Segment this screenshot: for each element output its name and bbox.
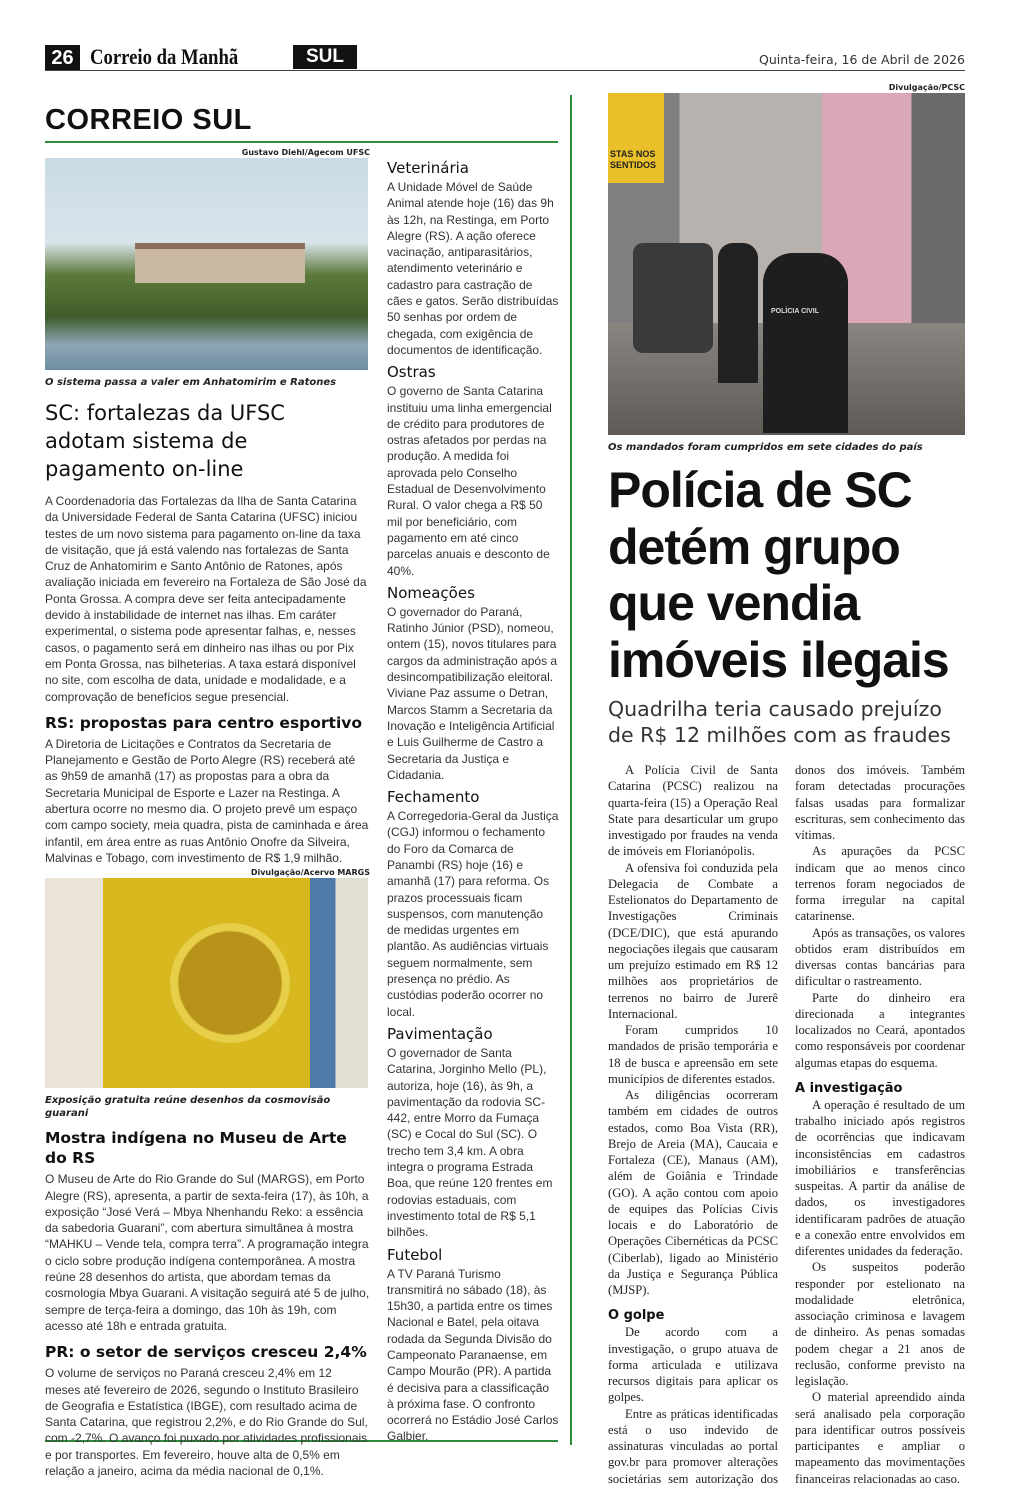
photo-credit: Divulgação/PCSC — [888, 83, 965, 92]
fortress-building — [135, 243, 305, 283]
kicker-rule — [45, 141, 558, 143]
column-divider — [570, 95, 572, 1445]
photo-caption: Exposição gratuita reúne desenhos da cosmovisão guarani — [45, 1095, 331, 1120]
note-body: O governador do Paraná, Ratinho Júnior (PSD), nomeou, ontem (15), novos titulares para cargos da administração após a desincompatibilização eleitoral. Viviane Paz assume o Detran, Marcos Stamm a Secretaria da Inovação e Inteligência Artificial e Luis Guilherme de Castro a Secretaria da Justiça e Cidadania. — [387, 604, 558, 782]
issue-date: Quinta-feira, 16 de Abril de 2026 — [759, 52, 965, 67]
article-body: A Coordenadoria das Fortalezas da Ilha de Santa Catarina da Universidade Federal de Santa Catarina (UFSC) iniciou testes de um novo sistema para pagamento on-line da taxa de visitação, que já está valendo nas fortalezas de Santa Cruz de Anhatomirim e Santo Antônio de Ratones, após avaliação iniciada em fevereiro na Fortaleza de São José da Ponta Grossa. A compra deve ser feita antecipadamente devido à instabilidade de internet nas ilhas. Em caráter experimental, o sistema pode apresentar falhas, e, nesses casos, o pagamento será em dinheiro nas ilhas ou por Pix em Ponta Grossa, nas bilheterias. A taxa estará disponível no site, com escolha de data, unidade e modalidade, e a comprovação de benefícios segue presencial. — [45, 494, 367, 704]
paragraph: A Polícia Civil de Santa Catarina (PCSC) realizou na quarta-feira (15) a Operação Real State para desarticular um grupo investigado por fraudes na venda de imóveis em Florianópolis. — [608, 763, 778, 859]
note-body: O governador de Santa Catarina, Jorginho Mello (PL), autoriza, hoje (16), às 9h, a pavimentação da rodovia SC-442, entre Morro da Fumaça (SC) e Cocal do Sul (SC). O trecho tem 3,4 km. A obra integra o programa Estrada Boa, que reúne 120 frentes em rodovias estaduais, com investimento total de R$ 5,1 bilhões. — [387, 1045, 553, 1240]
paragraph: Os suspeitos poderão responder por estelionato na modalidade eletrônica, associação criminosa e lavagem de dinheiro. As penas somadas podem chegar a 21 anos de reclusão, conforme previsto na legislação. — [795, 1260, 965, 1388]
header-rule — [45, 70, 965, 71]
paragraph: O material apreendido ainda será analisado pela corporação para identificar outros possíveis participantes e ampliar o mapeamento das movimentações financeiras relacionadas ao caso. — [795, 1390, 965, 1486]
lead-headline: Polícia de SC detém grupo que vendia imóveis ilegais — [608, 462, 949, 688]
officer — [718, 243, 758, 383]
masthead-logo: Correio da Manhã — [90, 44, 239, 69]
note-body: A TV Paraná Turismo transmitirá no sábado (18), às 15h30, a partida entre os times Nacional e Batel, pela oitava rodada da Segunda Divisão do Campeonato Paranaense, em Campo Mourão (PR). A partida é decisiva para a classificação à próxima fase. O confronto ocorrerá no Estádio José Carlos Galbier. — [387, 1266, 559, 1444]
note-title: Futebol — [387, 1245, 443, 1264]
article-title: Mostra indígena no Museu de Arte do RS — [45, 1129, 347, 1168]
note-body: O governo de Santa Catarina instituiu uma linha emergencial de crédito para produtores de ostras afetados por perdas na produção. A medida foi aprovada pelo Conselho Estadual de Desenvolvimento Rural. O valor chega a R$ 50 mil por beneficiário, com pagamento em até cinco parcelas anuais e desconto de 40%. — [387, 384, 552, 578]
notes-column — [387, 154, 559, 1449]
subheading: O golpe — [608, 1308, 665, 1324]
paragraph: Parte do dinheiro era direcionada a integrantes localizados no Ceará, apontados como responsáveis por coordenar algumas etapas do esquema. — [795, 990, 965, 1070]
page-number: 26 — [45, 45, 80, 71]
article-body: O Museu de Arte do Rio Grande do Sul (MARGS), em Porto Alegre (RS), apresenta, a partir de sexta-feira (17), às 10h, a exposição “José Verá – Mbya Nhenhandu Reko: a essência da sabedoria Guarani”, com abertura simultânea à mostra “MAHKU – Vende tela, compra terra”. A programação integra o ciclo sobre produção indígena contemporânea. A mostra reúne 28 desenhos do artista, que abordam temas da cosmologia Mbya Guarani. A visitação seguirá até 5 de julho, sempre de terça-feira a domingo, das 10h às 19h, com acesso até 18h e entrada gratuita. — [45, 1172, 370, 1333]
note-title: Ostras — [387, 363, 436, 382]
article-title: PR: o setor de serviços cresceu 2,4% — [45, 1343, 367, 1362]
note-body: A Unidade Móvel de Saúde Animal atende hoje (16) das 9h às 12h, na Restinga, em Porto Alegre (RS). A ação oferece vacinação, antiparasitários, atendimento veterinário e cadastro para castração de cães e gatos. Serão distribuídas 50 senhas por ordem de chegada, com exigência de documentos de identificação. — [387, 180, 559, 357]
photo-caption: Os mandados foram cumpridos em sete cidades do país — [608, 442, 923, 453]
subheading: A investigação — [795, 1080, 903, 1096]
left-column — [45, 147, 370, 1479]
lead-story — [608, 82, 973, 1487]
section-label: SUL — [293, 45, 357, 69]
artwork-photo — [45, 878, 368, 1088]
article-body: O volume de serviços no Paraná cresceu 2,4% em 12 meses até fevereiro de 2026, segundo o Instituto Brasileiro de Geografia e Estatística (IBGE), com resultado acima de Santa Catarina, que registrou 2,2%, e do Rio Grande do Sul, com -2,7%. O avanço foi puxado por atividades profissionais e por transportes. Em fevereiro, houve alta de 0,5% em relação a janeiro, acima da média nacional de 0,1%. — [45, 1366, 368, 1478]
fortress-photo — [45, 158, 368, 370]
note-body: A Corregedoria-Geral da Justiça (CGJ) informou o fechamento do Foro da Comarca de Panambi (RS) hoje (16) e amanhã (17) para reforma. Os prazos processuais ficam suspensos, com manutenção de medidas urgentes em plantão. As audiências virtuais seguem normalmente, sem presença no prédio. As custódias poderão ocorrer no local. — [387, 809, 559, 1019]
police-photo — [608, 93, 965, 435]
article-title: RS: propostas para centro esportivo — [45, 713, 363, 732]
photo-credit: Divulgação/Acervo MARGS — [250, 868, 370, 878]
photo-caption: O sistema passa a valer em Anhatomirim e Ratones — [45, 377, 337, 388]
article-body: A Diretoria de Licitações e Contratos da Secretaria de Planejamento e Gestão de Porto Alegre (RS) receberá até as 9h59 de amanhã (17) as propostas para a obra da Secretaria Municipal de Esporte e Lazer na Restinga. A abertura ocorre no mesmo dia. O projeto prevê um espaço com campo society, meia quadra, pista de caminhada e área infantil, em área entre as ruas Antônio Onofre da Silveira, Malvinas e Tobago, com investimento de R$ 1,9 milhão. — [45, 736, 369, 865]
paragraph: As apurações da PCSC indicam que ao menos cinco terrenos foram negociados de forma irregular na capital catarinense. — [795, 844, 965, 924]
paragraph: Após as transações, os valores obtidos eram distribuídos em diversas contas bancárias para dificultar o rastreamento. — [795, 925, 965, 989]
paragraph: A ofensiva foi conduzida pela Delegacia de Combate a Estelionatos do Departamento de Investigações Criminais (DCE/DIC), que está apurando negociações ilegais que causaram um prejuízo estimado em R$ 12 milhões aos proprietários de terrenos no bairro de Jurerê Internacional. — [608, 860, 778, 1021]
note-title: Fechamento — [387, 788, 480, 807]
article-title: SC: fortalezas da UFSC adotam sistema de pagamento on-line — [45, 401, 285, 481]
police-car — [633, 243, 713, 353]
lead-body-columns — [608, 762, 965, 1487]
paragraph: As diligências ocorreram também em cidades de outros estados, como Boa Vista (RR), Brejo de Areia (MA), Caucaia e Fortaleza (CE), Manaus (AM), além de Goiânia e Trindade (GO). A ação contou com apoio de equipes das Polícias Civis locais e do Laboratório de Operações Cibernéticas da PCSC (Ciberlab), ligado ao Ministério da Justiça e Segurança Pública (MJSP). — [608, 1088, 778, 1297]
photo-credit: Gustavo Diehl/Agecom UFSC — [241, 148, 370, 157]
note-title: Nomeações — [387, 583, 475, 602]
section-kicker: CORREIO SUL — [45, 104, 252, 136]
artwork-circle — [170, 923, 290, 1043]
paragraph: Foram cumpridos 10 mandados de prisão temporária e 18 de busca e apreensão em sete municípios de diferentes estados. — [608, 1023, 778, 1086]
officer: POLÍCIA CIVIL — [763, 253, 848, 433]
lead-subheadline: Quadrilha teria causado prejuízo de R$ 12 milhões com as fraudes — [608, 697, 951, 747]
paragraph: A operação é resultado de um trabalho iniciado após registros de ocorrências que indicavam inconsistências em cadastros imobiliários e transferências suspeitas. A partir da análise de dados, os investigadores identificaram padrões de atuação e a conexão entre envolvidos em diferentes unidades da federação. — [795, 1097, 965, 1258]
paragraph: De acordo com a investigação, o grupo atuava de forma articulada e utilizava recursos digitais para aplicar os golpes. — [608, 1325, 778, 1405]
paragraph: Entre as práticas identificadas está o uso indevido de assinaturas vinculadas ao portal gov.br para promover alterações societárias sem autorização dos donos dos imóveis. Também foram detectadas procurações falsas usadas para formalizar escrituras, sem conhecimento das vítimas. — [608, 763, 965, 1486]
note-title: Veterinária — [387, 159, 469, 177]
street-sign: STAS NOS SENTIDOS — [608, 93, 664, 183]
note-title: Pavimentação — [387, 1024, 493, 1043]
